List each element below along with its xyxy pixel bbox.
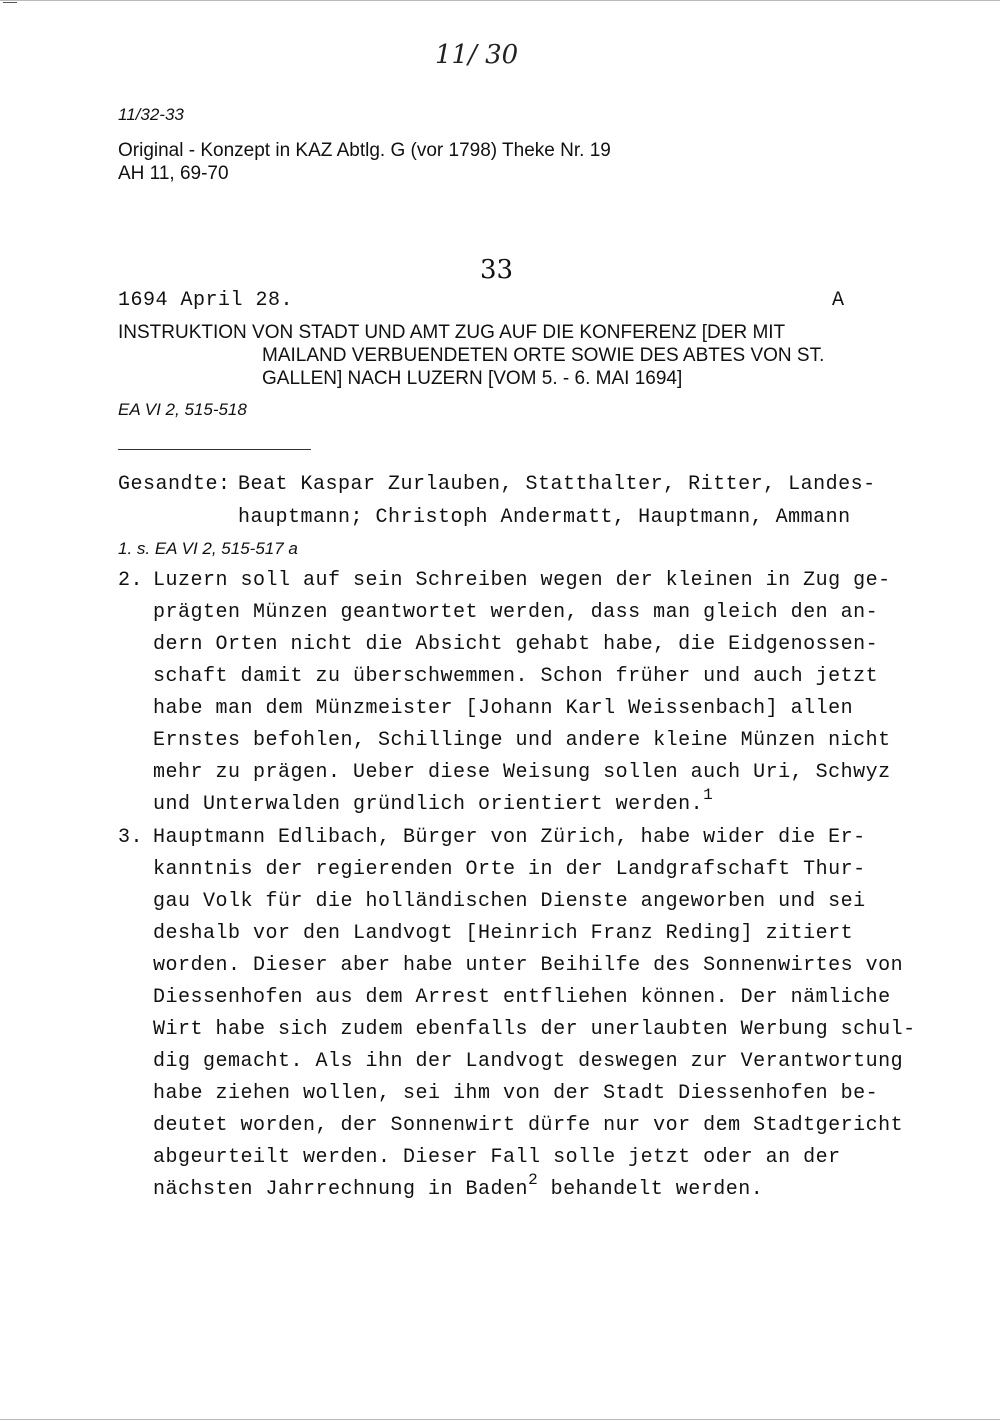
envoys-label: Gesandte:	[118, 473, 231, 496]
envoys-line-1: Beat Kaspar Zurlauben, Statthalter, Ritter, Landes-	[238, 473, 876, 496]
item-3-line: abgeurteilt werden. Dieser Fall solle jetzt oder an der	[153, 1146, 841, 1169]
footnote-marker-1: 1	[703, 786, 714, 804]
item-3-line: Diessenhofen aus dem Arrest entfliehen können. Der nämliche	[153, 986, 891, 1009]
title-line-3: GALLEN] NACH LUZERN [VOM 5. - 6. MAI 1694]	[262, 368, 683, 389]
item-2-line: habe man dem Münzmeister [Johann Karl Weissenbach] allen	[153, 697, 854, 720]
item-2-last-line	[153, 786, 714, 816]
item-3-line: gau Volk für die holländischen Dienste angeworben und sei	[153, 890, 866, 913]
ah-reference: AH 11, 69-70	[118, 163, 229, 184]
footnote-marker-2: 2	[528, 1171, 539, 1189]
item-3-number: 3.	[118, 826, 144, 849]
item-3-line: kanntnis der regierenden Orte in der Landgrafschaft Thur-	[153, 858, 866, 881]
item-2-line: schaft damit zu überschwemmen. Schon früher und auch jetzt	[153, 665, 879, 688]
scan-corner-mark	[3, 2, 17, 3]
envoys-line-2: hauptmann; Christoph Andermatt, Hauptmann, Ammann	[238, 506, 851, 529]
item-3-line: deutet worden, der Sonnenwirt dürfe nur vor dem Stadtgericht	[153, 1114, 904, 1137]
item-2-number: 2.	[118, 569, 144, 592]
document-date: 1694 April 28.	[118, 289, 294, 312]
item-2-line: Ernstes befohlen, Schillinge und andere kleine Münzen nicht	[153, 729, 891, 752]
item-3-line: dig gemacht. Als ihn der Landvogt deswegen zur Verantwortung	[153, 1050, 904, 1073]
item-1: 1. s. EA VI 2, 515-517 a	[118, 539, 298, 558]
item-2-line: Luzern soll auf sein Schreiben wegen der kleinen in Zug ge-	[153, 569, 891, 592]
folio-number: 11/ 30	[435, 40, 519, 70]
item-3-line-end: behandelt werden.	[538, 1178, 764, 1201]
item-3-line: Wirt habe sich zudem ebenfalls der unerlaubten Werbung schul-	[153, 1018, 916, 1041]
scan-edge-bottom	[0, 1419, 1000, 1420]
item-3-line: habe ziehen wollen, sei ihm von der Stadt Diessenhofen be-	[153, 1082, 879, 1105]
scan-edge-top	[0, 0, 1000, 1]
ea-reference: EA VI 2, 515-518	[118, 400, 247, 419]
item-2-line: und Unterwalden gründlich orientiert werden.	[153, 793, 704, 816]
document-letter: A	[832, 289, 845, 312]
document-number: 33	[480, 255, 514, 285]
section-divider	[118, 449, 311, 450]
title-line-2: MAILAND VERBUENDETEN ORTE SOWIE DES ABTES VON ST.	[262, 345, 825, 366]
item-3-line: nächsten Jahrrechnung in Baden	[153, 1178, 529, 1201]
item-2-line: dern Orten nicht die Absicht gehabt habe, die Eidgenossen-	[153, 633, 879, 656]
item-3-line: deshalb vor den Landvogt [Heinrich Franz Reding] zitiert	[153, 922, 854, 945]
item-3-line: worden. Dieser aber habe unter Beihilfe des Sonnenwirtes von	[153, 954, 904, 977]
source-line: Original - Konzept in KAZ Abtlg. G (vor 1798) Theke Nr. 19	[118, 140, 611, 161]
title-line-1: INSTRUKTION VON STADT UND AMT ZUG AUF DIE KONFERENZ [DER MIT	[118, 322, 786, 343]
item-3-last-line	[153, 1171, 764, 1201]
item-3-line: Hauptmann Edlibach, Bürger von Zürich, habe wider die Er-	[153, 826, 866, 849]
archive-reference: 11/32-33	[118, 105, 184, 124]
item-2-line: mehr zu prägen. Ueber diese Weisung sollen auch Uri, Schwyz	[153, 761, 891, 784]
item-2-line: prägten Münzen geantwortet werden, dass man gleich den an-	[153, 601, 879, 624]
